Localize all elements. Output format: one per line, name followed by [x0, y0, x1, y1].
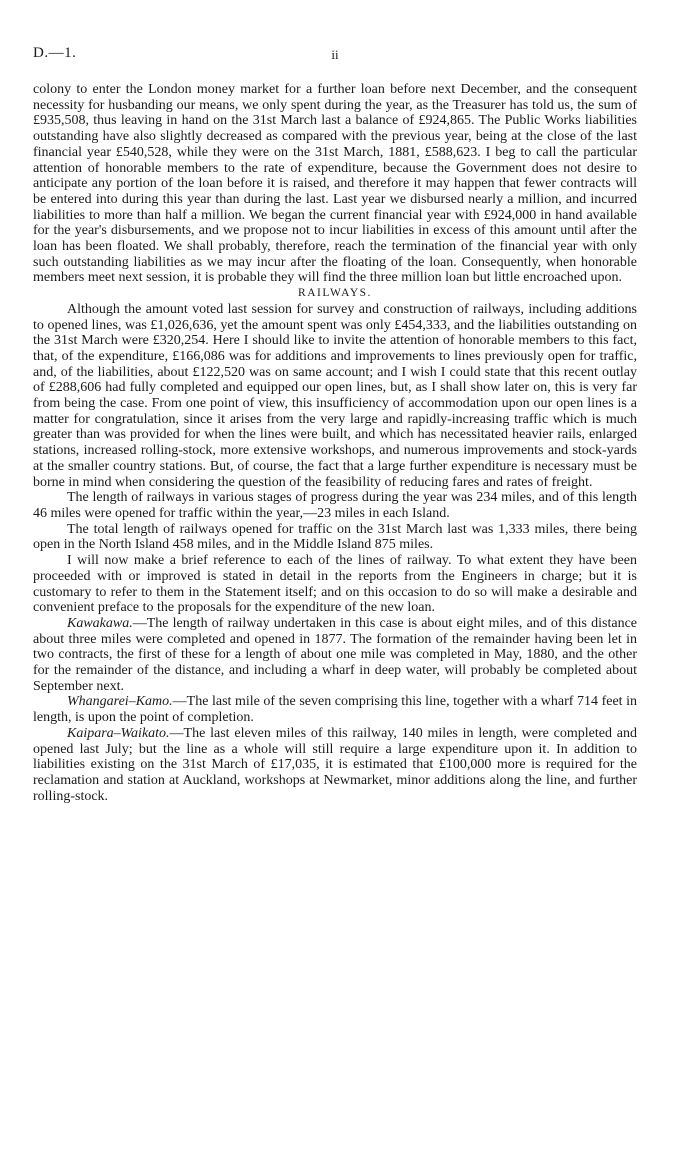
line-text-kawakawa: —The length of railway undertaken in this case is about eight miles, and of this distance about three miles were completed and opened in 1877. The formation of the remainder having been let in two contracts, the first of these for a length of about one mile was completed in May, 1880, and the other for the remainder of the distance, and including a wharf in deep water, will probably be completed about September next. — [33, 615, 637, 694]
document-reference: D.—1. — [33, 45, 77, 61]
line-name-whangarei-kamo: Whangarei–Kamo. — [67, 694, 173, 710]
paragraph-railway-expenditure: Although the amount voted last session for survey and construction of railways, including additions to opened lines, was £1,026,636, yet the amount spent was only £454,333, and the liabilities outstanding on the 31st March were £320,254. Here I should like to invite the attention of honorable members to this fact, that, of the expenditure, £166,086 was for additions and improvements to lines previously open for traffic, and, of the liabilities, about £122,520 was on same account; and I wish I could state that this recent outlay of £288,606 had fully completed and equipped our open lines, but, as I shall show later on, this is very far from being the case. From one point of view, this insufficiency of accommodation upon our open lines is a matter for congratulation, since it arises from the very large and rapidly-increasing traffic which is much greater than was provided for when the lines were built, and which has necessitated heavier rails, enlarged stations, increased rolling-stock, more extensive workshops, and numerous improvements and stock-yards at the smaller country stations. But, of course, the fact that a large further expenditure is necessary must be borne in mind when considering the question of the feasibility of reducing fares and rates of freight. — [33, 301, 637, 490]
section-heading-railways: RAILWAYS. — [298, 287, 372, 300]
page-header — [33, 46, 637, 82]
line-name-kaipara-waikato: Kaipara–Waikato. — [67, 725, 170, 741]
paragraph-lines-reference: I will now make a brief reference to each of the lines of railway. To what extent they have been proceeded with or improved is stated in detail in the reports from the Engineers in charge; but it is customary to refer to them in the Statement itself; and on this occasion to do so will make a desirable and convenient preface to the proposals for the expenditure of the new loan. — [33, 553, 637, 616]
paragraph-loan-expenditure: colony to enter the London money market for a further loan before next December, and the consequent necessity for husbanding our means, we only spent during the year, as the Treasurer has told us, the sum of £935,508, thus leaving in hand on the 31st March last a balance of £924,865. The Public Works liabilities outstanding have also slightly decreased as compared with the previous year, being at the close of the last financial year £540,528, while they were on the 31st March, 1881, £588,623. I beg to call the particular attention of honorable members to the rate of expenditure, because the Government does not desire to anticipate any portion of the loan before it is raised, and therefore it may happen that fewer contracts will be entered into during this year than during the last. Last year we disbursed nearly a million, and incurred liabilities to more than half a million. We began the current financial year with £924,000 in hand available for the year's disbursements, and we propose not to incur liabilities in excess of this amount until after the loan has been floated. We shall probably, therefore, reach the termination of the financial year with only such outstanding liabilities as we may incur after the floating of the loan. Consequently, when honorable members meet next session, it is probable they will find the three million loan but little encroached upon. — [33, 82, 637, 286]
line-name-kawakawa: Kawakawa. — [67, 615, 133, 631]
paragraph-railway-length-progress: The length of railways in various stages of progress during the year was 234 miles, and of this length 46 miles were opened for traffic within the year,—23 miles in each Island. — [33, 490, 637, 521]
paragraph-line-kawakawa — [33, 616, 637, 695]
line-text-kaipara-waikato: —The last eleven miles of this railway, 140 miles in length, were completed and opened last July; but the line as a whole will still require a large expenditure upon it. In addition to liabilities existing on the 31st March of £17,035, it is estimated that £100,000 more is required for the reclamation and station at Auckland, workshops at Newmarket, minor additions along the line, and further rolling-stock. — [33, 725, 637, 804]
paragraph-line-whangarei-kamo — [33, 694, 637, 725]
paragraph-railway-total-length: The total length of railways opened for traffic on the 31st March last was 1,333 miles, there being open in the North Island 458 miles, and in the Middle Island 875 miles. — [33, 521, 637, 553]
line-text-whangarei-kamo: —The last mile of the seven comprising this line, together with a wharf 714 feet in length, is upon the point of completion. — [33, 694, 637, 726]
paragraph-line-kaipara-waikato — [33, 726, 637, 805]
page-number: ii — [331, 47, 339, 62]
